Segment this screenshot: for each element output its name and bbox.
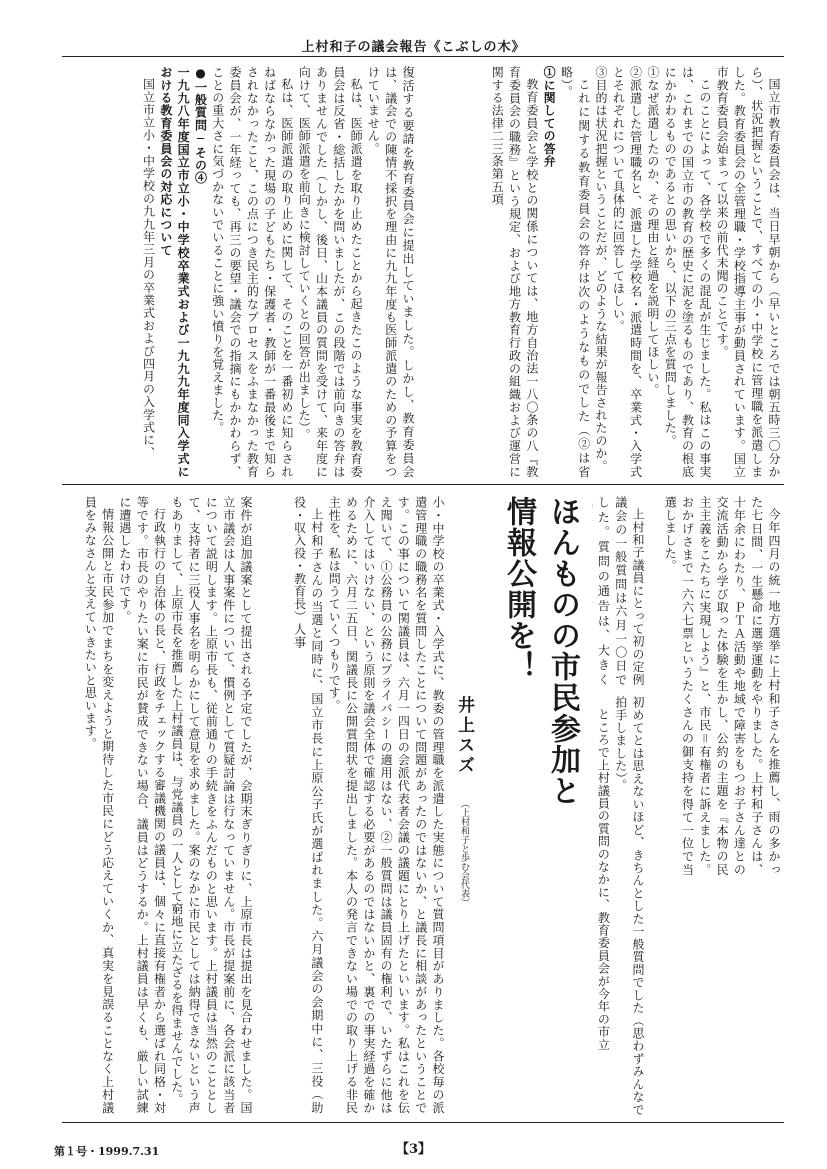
issue-date: 第１号・1999.7.31 bbox=[54, 1145, 160, 1158]
article-title: ほんものの市民参加と 情報公開を！ bbox=[501, 496, 580, 806]
top-left-column: 復活する要請を教育委員会に提出していました。しかし、教育委員会は、議会での陳情不採択を理由に九九年度も医師派遣のための予算をつけていません。 私は、医師派遣を取り止めたことから起きたこのような事実を教育委員会は反省・総括したかを問いましたが、この段階では前向きの答弁はありませんでした（しかし、後日、山本議員の質問を受けて、来年度に向けて、医師派遣を前向きに検討していくとの回答が出ました）。 私は、医師派遣の取り止めに関して、そのことを一番初めに知らされねばならなかった現場の子どもたち・保護者・教師が一番最後まで知らされなかったこと、この点につき民主的なプロセスをふまなかった教育委員会が、一年経っても、再三の要望・議会での指摘にもかかわらず、ことの重大さに気づかないでいることに強い憤りを覚えました。 ●一般質問─その④ 一九九八年度国立市立小・中学校卒業式および一九九九年度同入学式における教育委員会の対応について 国立市立小・中学校の九九年三月の卒業式および四月の入学式に、 bbox=[141, 66, 415, 478]
bottom-left-column: 案件が追加議案として提出される予定でしたが、会期末ぎりぎりに、上原市長は提出を見合わせました。国立市議会は人事案件について、慣例として質疑討論は行なっていません。市長が提案前に、各会派に該当者について説明します。上原市長も、従前通りの手続きをふんだものと思います。上村議員は当然のこととして、支持者に三役人事名を明らかにして意見を求めました。案のなかに市民としては納得できないという声もありまして、上原市長を推薦した上村議員は、与党議員の一人として窮地に立たざるを得ませんでした。 行政執行の自治体の長と、行政をチェックする審議機関の議員は、個々に直接有権者から選ばれ同格・対等です。市長のやりたい案に市民が賛成できない場合、議員はどうするか。上村議員は早くも、厳しい試練に遭遇したわけです。 情報公開と市民参加でまちを変えようと期待した市民にどう応えていくか、真実を見誤ることなく上村議員をみなさんと支えていきたいと思います。 bbox=[83, 496, 253, 1114]
top-right-column: 国立市教育委員会は、当日早朝から（早いところでは朝五時三〇分から）、状況把握ということで、すべての小・中学校に管理職を派遣しました。教育委員会の全管理職・学校指導主事が動員されています。国立市教育委員会始まって以来の前代未聞のことです。 このことによって、各学校で多くの混乱が生じました。私はこの事実は、これまでの国立市の教育の歴史に泥を塗るものであり、教育の根底にかかわるものであるとの思いから、以下の三点を質問しました。 ①なぜ派遣したのか、その理由と経過を説明してほしい。 ②派遣した管理職名と、派遣した学校名・派遣時間を、卒業式・入学式とそれぞれについて具体的に回答してほしい。 ③目的は状況把握ということだが、どのような結果が報告されたのか。 これに関する教育委員会の答弁は次のようなものでした（②は省略）。 ①に関しての答弁 教育委員会と学校との関係については、地方自治法一八〇条の八『教育委員会の職務』という規定、および地方教育行政の組織および運営に関する法律二三条第五項 bbox=[490, 66, 781, 478]
bottom-intro-right-column: 今年四月の統一地方選挙に上村和子さんを推薦し、雨の多かった七日間、一生懸命に選挙運動をやりました。上村和子さんは、十年余にわたり、ＰＴＡ活動や地域で障害をもつお子さん達との交流活動から学び取った体験を生かし、公約の主題を『本物の民主主義をこたちに実現しよう』と、市民＝有権者に訴えました。おかげさまで一六六七票というたくさんの御支持を得て一位で当選しました。 bbox=[663, 496, 781, 876]
page-number: 【3】 bbox=[395, 1142, 432, 1157]
bottom-intro-lower-column: 初めてとは思えないほど、きちんとした一般質問でした（思わずみんなで拍手しました）。 ところで上村議員の質問のなかに、教育委員会が今年の市立 bbox=[596, 696, 645, 1116]
bottom-middle-column: 小・中学校の卒業式・入学式に、教委の管理職を派遣した実態について質問項目がありました。各校毎の派遣管理職の職務名を質問したことについて問題があったのではないか、と議長に相談があったということです。この事について関議員は、六月一四日の会派代表者会議の議題にとり上げたといいます。私はこれを伝え聞いて、①公務員の公務にプライバシーの適用はない、②一般質問は議員固有の権利で、いたずらに他は介入してはいけない、という原則を議会全体で確認する必要があるのではないかと、裏での事実経過を確かめるために、六月二五日、関議長に公開質問状を提出しました。本人の発言できない場での取り上げる非民主性を、私は問うていくつもりです。 上村和子さんの当選と同時に、国立市長に上原公子氏が選ばれました。六月議会の会期中に、三役（助役・収入役・教育長）人事 bbox=[292, 496, 445, 1114]
running-header: 上村和子の議会報告《こぶしの木》 bbox=[301, 40, 526, 55]
page-frame bbox=[62, 56, 784, 1126]
bottom-rule bbox=[62, 1122, 784, 1123]
article-author: 井上スズ （上村和子と歩む会代表） bbox=[454, 696, 474, 907]
middle-rule bbox=[62, 484, 784, 485]
top-rule bbox=[62, 56, 784, 57]
bottom-intro-upper-narrow: 上村和子議員にとって初の定例議会の一般質問は六月一〇日でした。質問の通告は、大きく bbox=[596, 496, 645, 686]
